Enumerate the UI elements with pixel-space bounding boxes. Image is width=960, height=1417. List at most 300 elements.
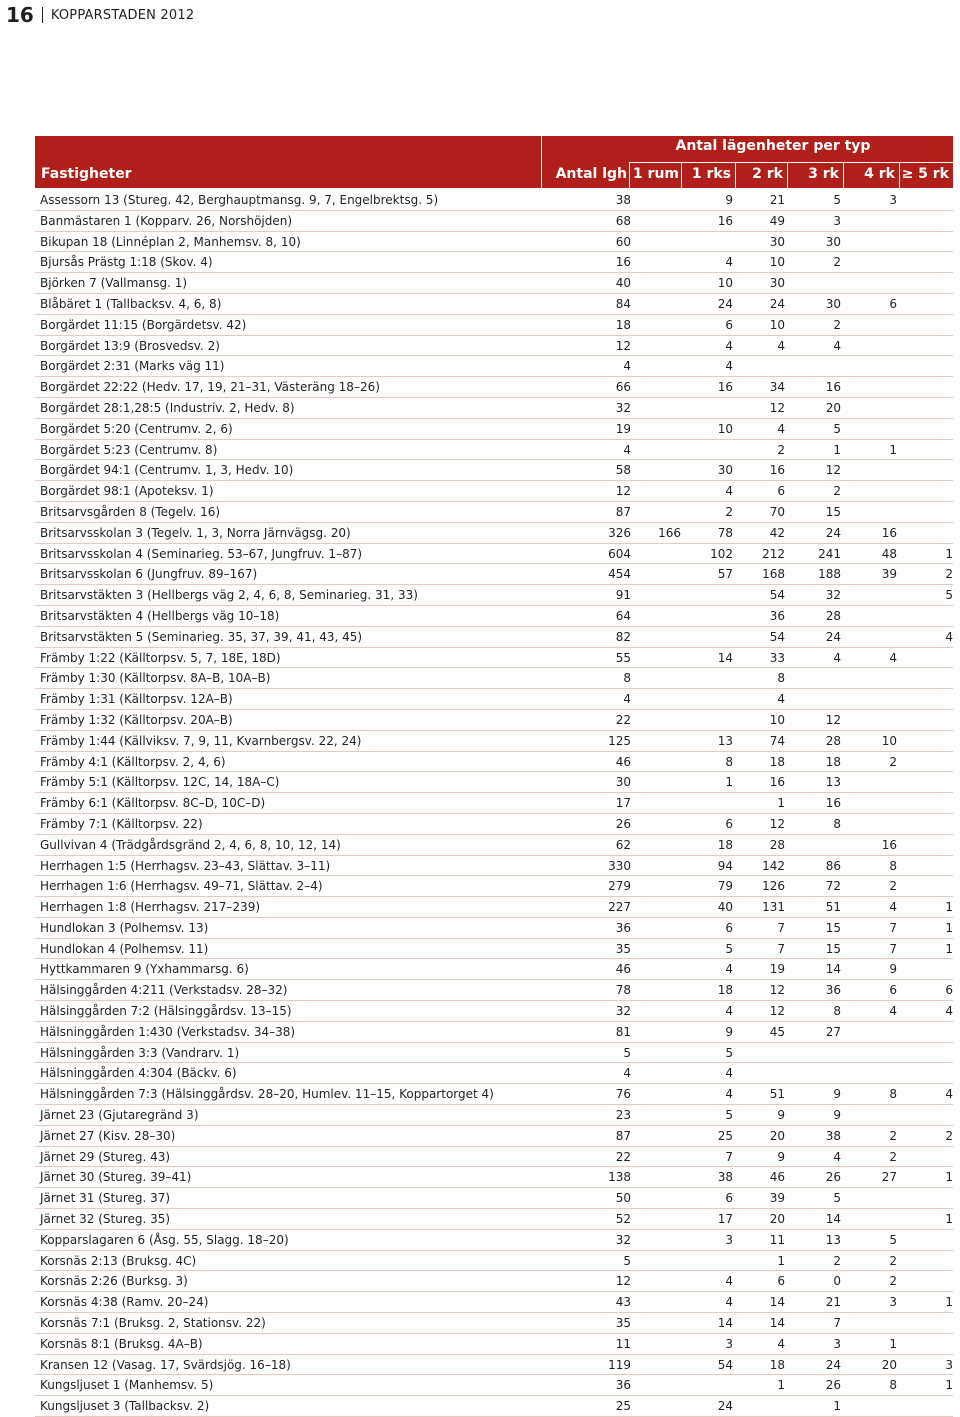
cell-name: Järnet 32 (Stureg. 35) xyxy=(40,1212,171,1227)
table-row xyxy=(35,1375,953,1396)
cell-name: Britsarvstäkten 5 (Seminarieg. 35, 37, 39, 41, 43, 45) xyxy=(40,629,363,644)
cell-1-rks: 13 xyxy=(717,733,733,748)
cell-2-rk: 34 xyxy=(769,380,785,395)
cell-1-rks: 5 xyxy=(725,1045,733,1060)
cell-3-rk: 3 xyxy=(833,1336,841,1351)
cell-5-rk: 1 xyxy=(945,900,953,915)
cell-antal-lgh: 22 xyxy=(615,1149,631,1164)
table-row xyxy=(35,606,953,627)
table-row xyxy=(35,1147,953,1168)
cell-1-rks: 6 xyxy=(725,816,733,831)
table-row xyxy=(35,1126,953,1147)
cell-1-rks: 25 xyxy=(717,1128,733,1143)
cell-name: Borgärdet 22:22 (Hedv. 17, 19, 21–31, Västeräng 18–26) xyxy=(40,380,380,395)
table-row xyxy=(35,793,953,814)
cell-antal-lgh: 5 xyxy=(623,1045,631,1060)
column-divider xyxy=(899,162,900,188)
cell-4-rk: 8 xyxy=(889,1378,897,1393)
cell-3-rk: 4 xyxy=(833,338,841,353)
cell-3-rk: 72 xyxy=(825,879,841,894)
cell-antal-lgh: 32 xyxy=(615,1004,631,1019)
cell-3-rk: 4 xyxy=(833,650,841,665)
cell-antal-lgh: 326 xyxy=(608,525,631,540)
cell-3-rk: 3 xyxy=(833,213,841,228)
cell-name: Hälsninggården 4:304 (Bäckv. 6) xyxy=(40,1066,237,1081)
cell-3-rk: 9 xyxy=(833,1108,841,1123)
cell-2-rk: 46 xyxy=(769,1170,785,1185)
cell-antal-lgh: 279 xyxy=(608,879,631,894)
table-row xyxy=(35,689,953,710)
cell-name: Gullvivan 4 (Trädgårdsgränd 2, 4, 6, 8, 10, 12, 14) xyxy=(40,837,341,852)
cell-2-rk: 54 xyxy=(769,629,785,644)
cell-2-rk: 1 xyxy=(777,796,785,811)
cell-3-rk: 15 xyxy=(825,941,841,956)
cell-name: Järnet 30 (Stureg. 39–41) xyxy=(40,1170,192,1185)
cell-3-rk: 36 xyxy=(825,983,841,998)
cell-antal-lgh: 46 xyxy=(615,962,631,977)
cell-name: Korsnäs 7:1 (Bruksg. 2, Stationsv. 22) xyxy=(40,1316,266,1331)
cell-antal-lgh: 66 xyxy=(615,380,631,395)
cell-2-rk: 14 xyxy=(769,1316,785,1331)
cell-1-rks: 4 xyxy=(725,1066,733,1081)
table-row xyxy=(35,731,953,752)
cell-4-rk: 4 xyxy=(889,1004,897,1019)
cell-2-rk: 30 xyxy=(769,234,785,249)
table-row xyxy=(35,1105,953,1126)
table-row xyxy=(35,710,953,731)
cell-antal-lgh: 38 xyxy=(615,193,631,207)
cell-name: Kungsljuset 3 (Tallbacksv. 2) xyxy=(40,1399,210,1414)
cell-2-rk: 10 xyxy=(769,712,785,727)
cell-5-rk: 4 xyxy=(945,629,953,644)
cell-antal-lgh: 60 xyxy=(615,234,631,249)
cell-name: Järnet 27 (Kisv. 28–30) xyxy=(40,1128,176,1143)
cell-1-rks: 18 xyxy=(717,983,733,998)
table-row xyxy=(35,1167,953,1188)
cell-1-rks: 4 xyxy=(725,484,733,499)
cell-antal-lgh: 5 xyxy=(623,1253,631,1268)
cell-1-rks: 30 xyxy=(717,463,733,478)
cell-2-rk: 19 xyxy=(769,962,785,977)
cell-2-rk: 21 xyxy=(769,193,785,207)
cell-name: Britsarvsskolan 6 (Jungfruv. 89–167) xyxy=(40,567,258,582)
cell-2-rk: 6 xyxy=(777,484,785,499)
cell-4-rk: 2 xyxy=(889,879,897,894)
cell-3-rk: 7 xyxy=(833,1316,841,1331)
table-row xyxy=(35,939,953,960)
cell-1-rks: 18 xyxy=(717,837,733,852)
cell-2-rk: 16 xyxy=(769,463,785,478)
cell-name: Järnet 23 (Gjutaregränd 3) xyxy=(40,1108,199,1123)
table-row xyxy=(35,419,953,440)
cell-1-rks: 24 xyxy=(717,1399,733,1414)
cell-1-rks: 54 xyxy=(717,1357,733,1372)
cell-3-rk: 32 xyxy=(825,588,841,603)
cell-5-rk: 1 xyxy=(945,920,953,935)
cell-2-rk: 45 xyxy=(769,1024,785,1039)
cell-5-rk: 1 xyxy=(945,1378,953,1393)
table-row xyxy=(35,1022,953,1043)
cell-2-rk: 24 xyxy=(769,296,785,311)
cell-antal-lgh: 12 xyxy=(615,1274,631,1289)
cell-name: Bikupan 18 (Linnéplan 2, Manhemsv. 8, 10) xyxy=(40,234,301,249)
cell-1-rks: 6 xyxy=(725,317,733,332)
cell-2-rk: 4 xyxy=(777,338,785,353)
cell-5-rk: 5 xyxy=(945,588,953,603)
cell-3-rk: 12 xyxy=(825,463,841,478)
table-row xyxy=(35,460,953,481)
cell-3-rk: 5 xyxy=(833,421,841,436)
cell-name: Herrhagen 1:6 (Herrhagsv. 49–71, Slättav. 2–4) xyxy=(40,879,323,894)
table-row xyxy=(35,814,953,835)
cell-3-rk: 241 xyxy=(818,546,841,561)
cell-2-rk: 10 xyxy=(769,255,785,270)
cell-4-rk: 4 xyxy=(889,900,897,915)
cell-name: Främby 4:1 (Källtorpsv. 2, 4, 6) xyxy=(40,754,226,769)
cell-1-rks: 10 xyxy=(717,276,733,291)
cell-3-rk: 188 xyxy=(818,567,841,582)
cell-name: Korsnäs 2:26 (Burksg. 3) xyxy=(40,1274,188,1289)
cell-antal-lgh: 58 xyxy=(615,463,631,478)
cell-4-rk: 7 xyxy=(889,941,897,956)
cell-3-rk: 28 xyxy=(825,733,841,748)
cell-2-rk: 12 xyxy=(769,816,785,831)
cell-name: Främby 6:1 (Källtorpsv. 8C–D, 10C–D) xyxy=(40,796,266,811)
table-row xyxy=(35,1396,953,1417)
table-row xyxy=(35,252,953,273)
cell-name: Främby 1:30 (Källtorpsv. 8A–B, 10A–B) xyxy=(40,671,271,686)
cell-name: Främby 1:22 (Källtorpsv. 5, 7, 18E, 18D) xyxy=(40,650,281,665)
cell-4-rk: 16 xyxy=(881,525,897,540)
header-rule xyxy=(629,162,953,163)
table-row xyxy=(35,502,953,523)
cell-1-rks: 102 xyxy=(710,546,733,561)
table-row xyxy=(35,918,953,939)
cell-antal-lgh: 12 xyxy=(615,338,631,353)
cell-3-rk: 8 xyxy=(833,1004,841,1019)
cell-3-rk: 13 xyxy=(825,1232,841,1247)
cell-name: Björken 7 (Vallmansg. 1) xyxy=(40,276,188,291)
cell-antal-lgh: 76 xyxy=(615,1087,631,1102)
column-divider xyxy=(541,136,542,188)
table-row xyxy=(35,190,953,211)
cell-name: Främby 1:44 (Källviksv. 7, 9, 11, Kvarnbergsv. 22, 24) xyxy=(40,733,362,748)
cell-antal-lgh: 11 xyxy=(615,1336,631,1351)
cell-2-rk: 9 xyxy=(777,1108,785,1123)
cell-2-rk: 212 xyxy=(762,546,785,561)
cell-3-rk: 4 xyxy=(833,1149,841,1164)
table-row xyxy=(35,1063,953,1084)
cell-3-rk: 12 xyxy=(825,712,841,727)
table-row xyxy=(35,959,953,980)
cell-name: Britsarvsskolan 3 (Tegelv. 1, 3, Norra Järnvägsg. 20) xyxy=(40,525,351,540)
cell-2-rk: 7 xyxy=(777,941,785,956)
cell-3-rk: 9 xyxy=(833,1087,841,1102)
cell-5-rk: 1 xyxy=(945,1295,953,1310)
cell-1-rks: 4 xyxy=(725,1004,733,1019)
cell-5-rk: 4 xyxy=(945,1087,953,1102)
cell-1-rks: 78 xyxy=(717,525,733,540)
cell-antal-lgh: 30 xyxy=(615,775,631,790)
table-row xyxy=(35,564,953,585)
cell-antal-lgh: 454 xyxy=(608,567,631,582)
cell-antal-lgh: 8 xyxy=(623,671,631,686)
cell-1-rks: 6 xyxy=(725,920,733,935)
cell-antal-lgh: 138 xyxy=(608,1170,631,1185)
cell-5-rk: 1 xyxy=(945,941,953,956)
cell-antal-lgh: 604 xyxy=(608,546,631,561)
column-header-antal-lgh: Antal lgh xyxy=(555,166,627,182)
cell-antal-lgh: 12 xyxy=(615,484,631,499)
cell-5-rk: 1 xyxy=(945,1212,953,1227)
cell-name: Borgärdet 28:1,28:5 (Industriv. 2, Hedv. 8) xyxy=(40,400,295,415)
cell-2-rk: 42 xyxy=(769,525,785,540)
cell-3-rk: 14 xyxy=(825,1212,841,1227)
cell-2-rk: 11 xyxy=(769,1232,785,1247)
cell-3-rk: 2 xyxy=(833,255,841,270)
cell-name: Borgärdet 98:1 (Apoteksv. 1) xyxy=(40,484,214,499)
cell-5-rk: 3 xyxy=(945,1357,953,1372)
cell-name: Britsarvsskolan 4 (Seminarieg. 53–67, Jungfruv. 1–87) xyxy=(40,546,363,561)
cell-antal-lgh: 26 xyxy=(615,816,631,831)
cell-3-rk: 24 xyxy=(825,1357,841,1372)
cell-2-rk: 10 xyxy=(769,317,785,332)
cell-3-rk: 30 xyxy=(825,234,841,249)
cell-name: Kopparslagaren 6 (Åsg. 55, Slagg. 18–20) xyxy=(40,1232,289,1247)
cell-name: Hälsinggården 7:2 (Hälsinggårdsv. 13–15) xyxy=(40,1004,292,1019)
cell-2-rk: 142 xyxy=(762,858,785,873)
column-divider xyxy=(843,162,844,188)
table-row xyxy=(35,1271,953,1292)
column-divider xyxy=(681,162,682,188)
cell-1-rks: 8 xyxy=(725,754,733,769)
cell-antal-lgh: 78 xyxy=(615,983,631,998)
table-row xyxy=(35,668,953,689)
cell-name: Herrhagen 1:8 (Herrhagsv. 217–239) xyxy=(40,900,261,915)
cell-name: Främby 1:31 (Källtorpsv. 12A–B) xyxy=(40,692,233,707)
cell-name: Korsnäs 2:13 (Bruksg. 4C) xyxy=(40,1253,197,1268)
cell-4-rk: 3 xyxy=(889,1295,897,1310)
cell-name: Hundlokan 4 (Polhemsv. 11) xyxy=(40,941,209,956)
cell-2-rk: 36 xyxy=(769,608,785,623)
cell-3-rk: 8 xyxy=(833,816,841,831)
cell-antal-lgh: 330 xyxy=(608,858,631,873)
cell-1-rks: 40 xyxy=(717,900,733,915)
cell-name: Borgärdet 13:9 (Brosvedsv. 2) xyxy=(40,338,220,353)
cell-name: Främby 7:1 (Källtorpsv. 22) xyxy=(40,816,203,831)
cell-2-rk: 1 xyxy=(777,1378,785,1393)
table-row xyxy=(35,1209,953,1230)
column-header-5-rk: ≥ 5 rk xyxy=(901,166,949,182)
table-row xyxy=(35,356,953,377)
cell-antal-lgh: 18 xyxy=(615,317,631,332)
cell-3-rk: 26 xyxy=(825,1170,841,1185)
cell-1-rks: 79 xyxy=(717,879,733,894)
cell-2-rk: 12 xyxy=(769,1004,785,1019)
cell-name: Främby 5:1 (Källtorpsv. 12C, 14, 18A–C) xyxy=(40,775,280,790)
cell-4-rk: 48 xyxy=(881,546,897,561)
cell-3-rk: 28 xyxy=(825,608,841,623)
table-row xyxy=(35,1043,953,1064)
table-row xyxy=(35,752,953,773)
cell-1-rks: 1 xyxy=(725,775,733,790)
cell-1-rks: 14 xyxy=(717,1316,733,1331)
cell-4-rk: 2 xyxy=(889,754,897,769)
cell-name: Järnet 29 (Stureg. 43) xyxy=(40,1149,171,1164)
cell-4-rk: 6 xyxy=(889,983,897,998)
cell-2-rk: 1 xyxy=(777,1253,785,1268)
cell-3-rk: 24 xyxy=(825,629,841,644)
table-row xyxy=(35,1292,953,1313)
table-row xyxy=(35,294,953,315)
cell-3-rk: 27 xyxy=(825,1024,841,1039)
table-row xyxy=(35,585,953,606)
table-row xyxy=(35,523,953,544)
cell-2-rk: 126 xyxy=(762,879,785,894)
cell-name: Hälsninggården 3:3 (Vandrarv. 1) xyxy=(40,1045,240,1060)
cell-4-rk: 27 xyxy=(881,1170,897,1185)
cell-4-rk: 1 xyxy=(889,1336,897,1351)
cell-3-rk: 86 xyxy=(825,858,841,873)
cell-4-rk: 8 xyxy=(889,858,897,873)
cell-4-rk: 16 xyxy=(881,837,897,852)
cell-name: Främby 1:32 (Källtorpsv. 20A–B) xyxy=(40,712,233,727)
cell-antal-lgh: 35 xyxy=(615,1316,631,1331)
cell-1-rks: 4 xyxy=(725,1274,733,1289)
cell-1-rks: 57 xyxy=(717,567,733,582)
cell-3-rk: 18 xyxy=(825,754,841,769)
cell-1-rks: 4 xyxy=(725,962,733,977)
group-title: Antal lägenheter per typ xyxy=(675,138,871,154)
cell-4-rk: 3 xyxy=(889,193,897,207)
cell-name: Borgärdet 5:23 (Centrumv. 8) xyxy=(40,442,218,457)
cell-2-rk: 39 xyxy=(769,1191,785,1206)
cell-antal-lgh: 55 xyxy=(615,650,631,665)
cell-name: Hälsninggården 1:430 (Verkstadsv. 34–38) xyxy=(40,1024,296,1039)
table-row xyxy=(35,1334,953,1355)
cell-2-rk: 12 xyxy=(769,400,785,415)
cell-1-rks: 17 xyxy=(717,1212,733,1227)
cell-2-rk: 74 xyxy=(769,733,785,748)
cell-name: Borgärdet 5:20 (Centrumv. 2, 6) xyxy=(40,421,233,436)
cell-4-rk: 4 xyxy=(889,650,897,665)
cell-3-rk: 13 xyxy=(825,775,841,790)
cell-antal-lgh: 84 xyxy=(615,296,631,311)
cell-5-rk: 6 xyxy=(945,983,953,998)
column-header-1-rum: 1 rum xyxy=(632,166,679,182)
cell-name: Britsarvstäkten 4 (Hellbergs väg 10–18) xyxy=(40,608,280,623)
cell-name: Hyttkammaren 9 (Yxhammarsg. 6) xyxy=(40,962,249,977)
cell-1-rks: 5 xyxy=(725,941,733,956)
cell-4-rk: 6 xyxy=(889,296,897,311)
cell-3-rk: 24 xyxy=(825,525,841,540)
cell-2-rk: 49 xyxy=(769,213,785,228)
cell-3-rk: 5 xyxy=(833,1191,841,1206)
cell-name: Borgärdet 2:31 (Marks väg 11) xyxy=(40,359,225,374)
table-row xyxy=(35,377,953,398)
page-number: 16 xyxy=(6,3,34,27)
table-row xyxy=(35,876,953,897)
cell-5-rk: 1 xyxy=(945,546,953,561)
table-row xyxy=(35,232,953,253)
cell-2-rk: 14 xyxy=(769,1295,785,1310)
cell-antal-lgh: 36 xyxy=(615,1378,631,1393)
cell-4-rk: 10 xyxy=(881,733,897,748)
cell-2-rk: 20 xyxy=(769,1128,785,1143)
column-header-1-rks: 1 rks xyxy=(691,166,731,182)
cell-name: Kransen 12 (Vasag. 17, Svärdsjög. 16–18) xyxy=(40,1357,291,1372)
table-row xyxy=(35,1355,953,1376)
cell-antal-lgh: 23 xyxy=(615,1108,631,1123)
table-row xyxy=(35,897,953,918)
cell-2-rk: 4 xyxy=(777,421,785,436)
cell-1-rks: 16 xyxy=(717,213,733,228)
cell-1-rks: 16 xyxy=(717,380,733,395)
cell-antal-lgh: 62 xyxy=(615,837,631,852)
cell-2-rk: 4 xyxy=(777,692,785,707)
cell-antal-lgh: 81 xyxy=(615,1024,631,1039)
cell-1-rks: 14 xyxy=(717,650,733,665)
cell-1-rks: 9 xyxy=(725,1024,733,1039)
cell-2-rk: 12 xyxy=(769,983,785,998)
cell-3-rk: 0 xyxy=(833,1274,841,1289)
cell-name: Borgärdet 11:15 (Borgärdetsv. 42) xyxy=(40,317,247,332)
cell-3-rk: 15 xyxy=(825,920,841,935)
cell-antal-lgh: 19 xyxy=(615,421,631,436)
cell-name: Hälsinggården 4:211 (Verkstadsv. 28–32) xyxy=(40,983,288,998)
cell-2-rk: 51 xyxy=(769,1087,785,1102)
cell-1-rks: 3 xyxy=(725,1336,733,1351)
cell-3-rk: 30 xyxy=(825,296,841,311)
table-row xyxy=(35,627,953,648)
cell-2-rk: 20 xyxy=(769,1212,785,1227)
cell-antal-lgh: 4 xyxy=(623,359,631,374)
cell-1-rks: 4 xyxy=(725,338,733,353)
table-row xyxy=(35,1230,953,1251)
table-row xyxy=(35,336,953,357)
cell-name: Herrhagen 1:5 (Herrhagsv. 23–43, Slättav. 3–11) xyxy=(40,858,331,873)
cell-1-rks: 4 xyxy=(725,359,733,374)
cell-2-rk: 30 xyxy=(769,276,785,291)
cell-name: Bjursås Prästg 1:18 (Skov. 4) xyxy=(40,255,213,270)
cell-antal-lgh: 52 xyxy=(615,1212,631,1227)
cell-3-rk: 14 xyxy=(825,962,841,977)
table-row xyxy=(35,648,953,669)
cell-3-rk: 2 xyxy=(833,317,841,332)
cell-2-rk: 6 xyxy=(777,1274,785,1289)
cell-antal-lgh: 22 xyxy=(615,712,631,727)
table-row xyxy=(35,1313,953,1334)
cell-1-rks: 10 xyxy=(717,421,733,436)
cell-antal-lgh: 46 xyxy=(615,754,631,769)
table-row xyxy=(35,1001,953,1022)
cell-2-rk: 18 xyxy=(769,1357,785,1372)
cell-1-rks: 38 xyxy=(717,1170,733,1185)
cell-antal-lgh: 35 xyxy=(615,941,631,956)
cell-antal-lgh: 119 xyxy=(608,1357,631,1372)
cell-3-rk: 1 xyxy=(833,1399,841,1414)
table-row xyxy=(35,772,953,793)
cell-4-rk: 5 xyxy=(889,1232,897,1247)
cell-name: Borgärdet 94:1 (Centrumv. 1, 3, Hedv. 10) xyxy=(40,463,294,478)
table-row xyxy=(35,481,953,502)
column-header-4-rk: 4 rk xyxy=(864,166,895,182)
cell-name: Hundlokan 3 (Polhemsv. 13) xyxy=(40,920,209,935)
page-header xyxy=(0,0,194,30)
cell-antal-lgh: 4 xyxy=(623,442,631,457)
cell-name: Kungsljuset 1 (Manhemsv. 5) xyxy=(40,1378,214,1393)
cell-3-rk: 2 xyxy=(833,1253,841,1268)
